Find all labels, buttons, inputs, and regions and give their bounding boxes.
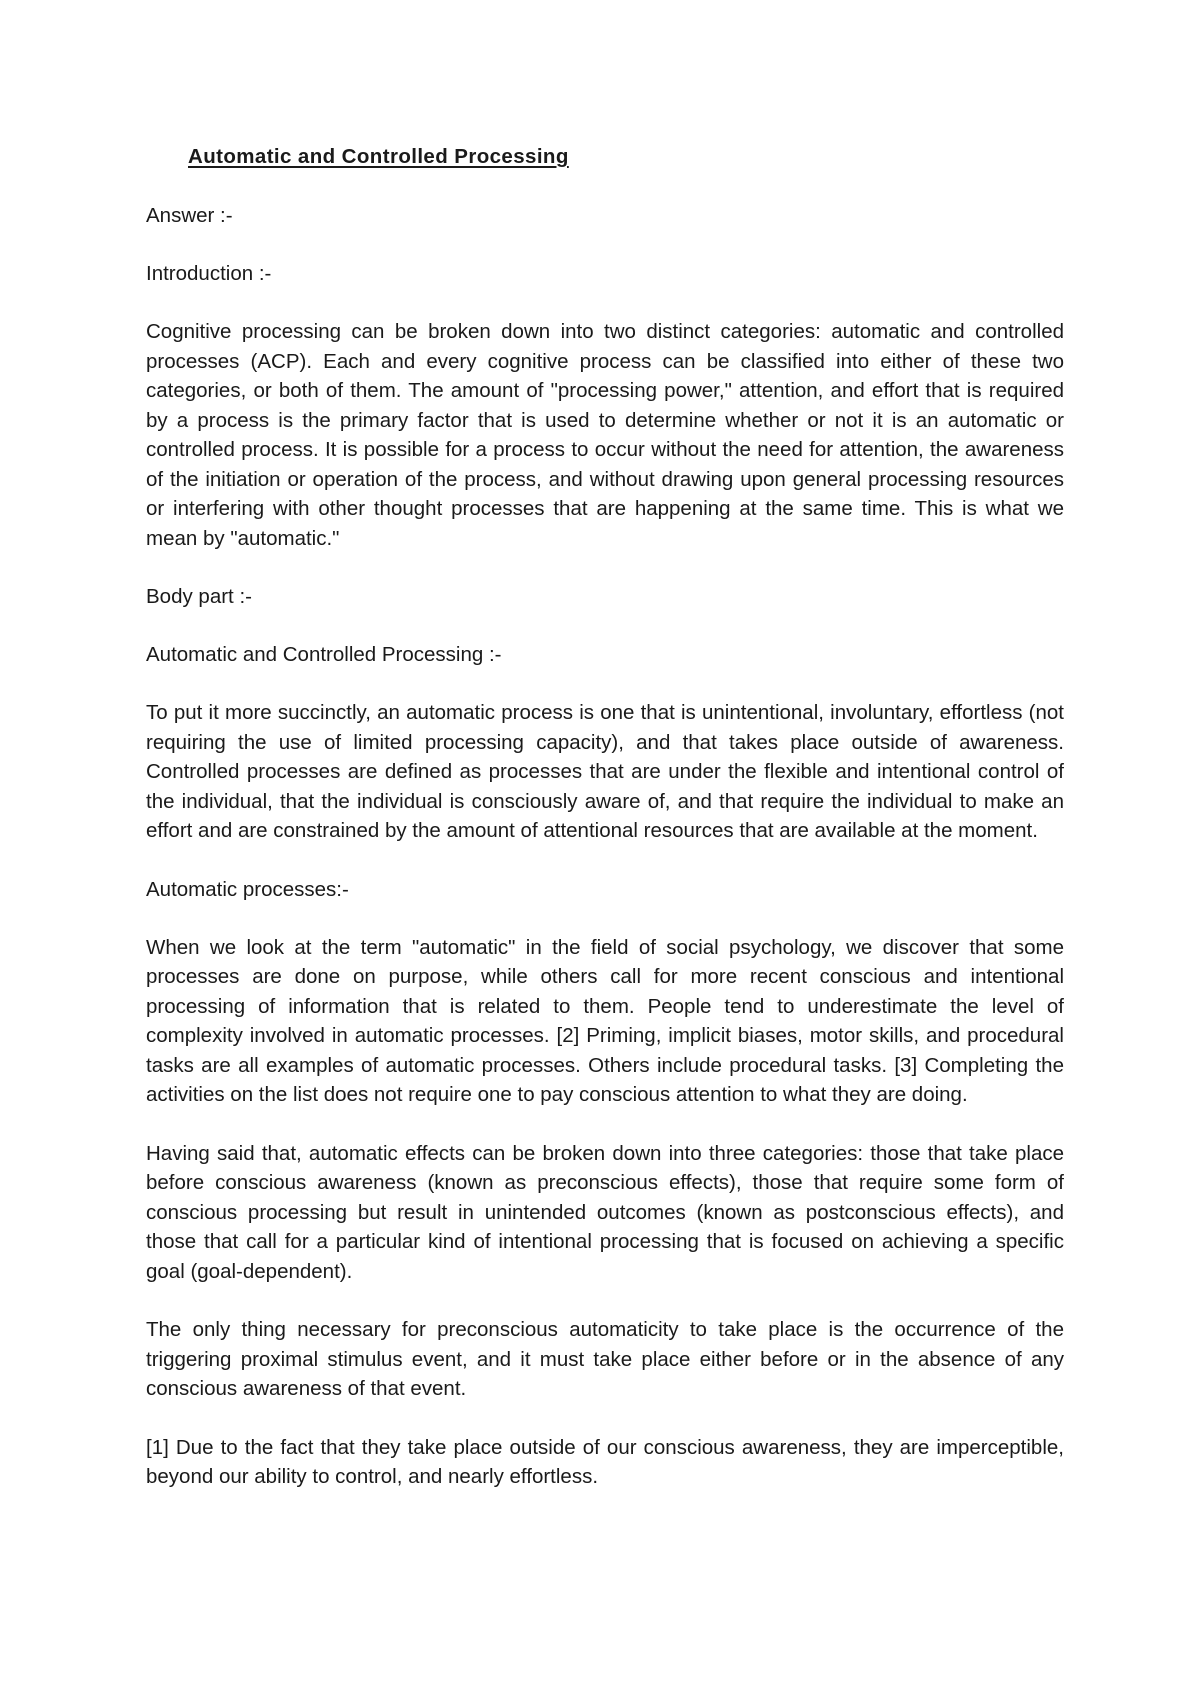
automatic-paragraph-3: The only thing necessary for preconscious automaticity to take place is the occurrence of the triggering proximal stimulus event, and it must take place either before or in the absence of any conscious awareness of that event. — [146, 1318, 1064, 1400]
introduction-paragraph: Cognitive processing can be broken down into two distinct categories: automatic and controlled processes (ACP). Each and every cognitive process can be classified into either of these two categories, or both of them. The amount of "processing power," attention, and effort that is required by a process is the primary factor that is used to determine whether or not it is an automatic or controlled process. It is possible for a process to occur without the need for attention, the awareness of the initiation or operation of the process, and without drawing upon general processing resources or interfering with other thought processes that are happening at the same time. This is what we mean by "automatic." — [146, 320, 1064, 550]
automatic-paragraph-2: Having said that, automatic effects can be broken down into three categories: those that take place before conscious awareness (known as preconscious effects), those that require some form of conscious processing but result in unintended outcomes (known as postconscious effects), and those that call for a particular kind of intentional processing that is focused on achieving a specific goal (goal-dependent). — [146, 1141, 1064, 1283]
automatic-paragraph-4: [1] Due to the fact that they take place outside of our conscious awareness, they are imperceptible, beyond our ability to control, and nearly effortless. — [146, 1435, 1064, 1488]
answer-label: Answer :- — [146, 204, 233, 227]
document-page — [146, 142, 1064, 1521]
automatic-paragraph-1: When we look at the term "automatic" in the field of social psychology, we discover that some processes are done on purpose, while others call for more recent conscious and intentional processing of information that is related to them. People tend to underestimate the level of complexity involved in automatic processes. [2] Priming, implicit biases, motor skills, and procedural tasks are all examples of automatic processes. Others include procedural tasks. [3] Completing the activities on the list does not require one to pay conscious attention to what they are doing. — [146, 935, 1064, 1106]
section-paragraph: To put it more succinctly, an automatic process is one that is unintentional, involuntary, effortless (not requiring the use of limited processing capacity), and that takes place outside of awareness. Controlled processes are defined as processes that are under the flexible and intentional control of the individual, that the individual is consciously aware of, and that require the individual to make an effort and are constrained by the amount of attentional resources that are available at the moment. — [146, 701, 1064, 842]
introduction-label: Introduction :- — [146, 262, 272, 285]
section-heading: Automatic and Controlled Processing :- — [146, 643, 502, 666]
body-part-label: Body part :- — [146, 585, 252, 608]
automatic-processes-label: Automatic processes:- — [146, 877, 349, 901]
document-title: Automatic and Controlled Processing — [188, 145, 569, 168]
